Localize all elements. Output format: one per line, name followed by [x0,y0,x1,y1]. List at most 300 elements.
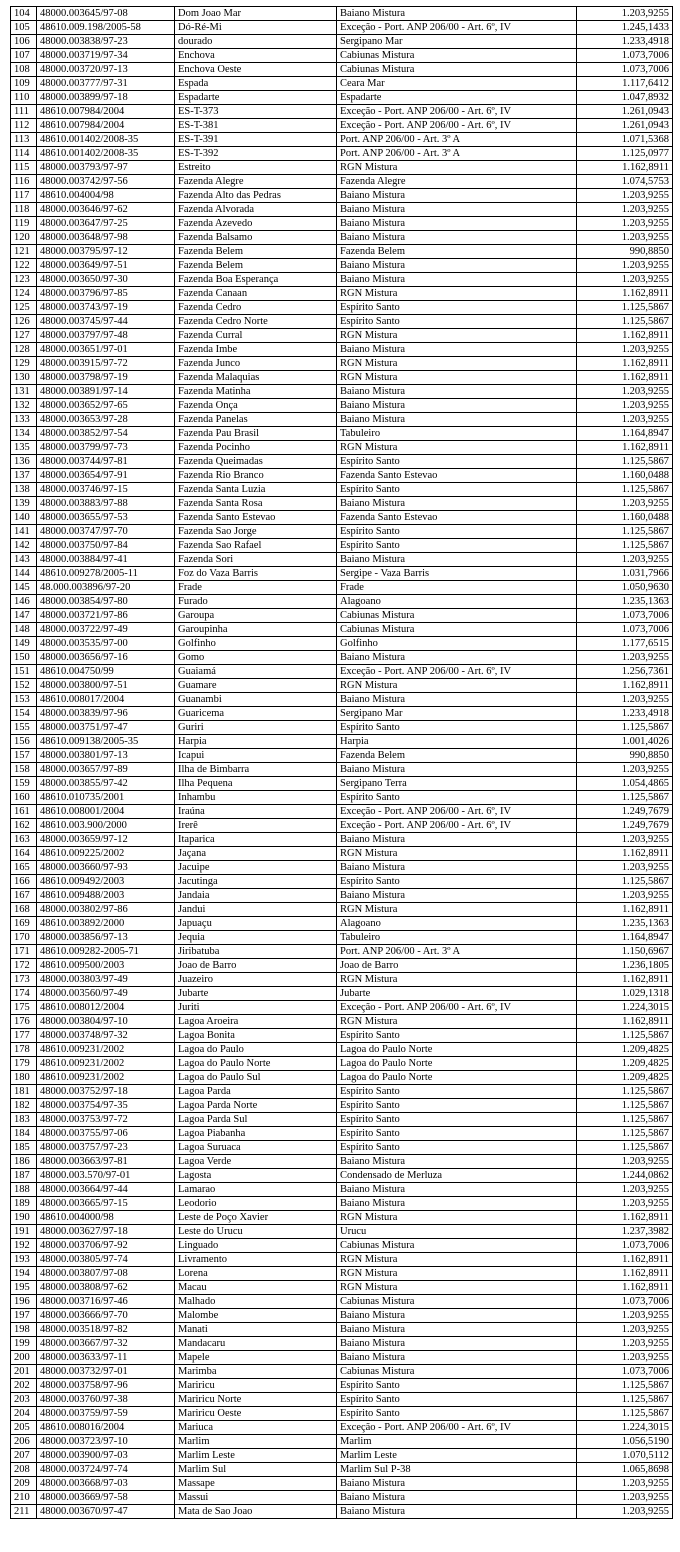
table-row [11,637,673,651]
reference-oil-cell: Sergipe - Vaza Barris [337,567,577,581]
process-number-cell: 48000.003650/97-30 [37,273,175,287]
table-row [11,595,673,609]
price-value-cell: 1.074,5753 [577,175,673,189]
process-number-cell: 48000.003651/97-01 [37,343,175,357]
reference-oil-cell: Espírito Santo [337,539,577,553]
reference-oil-cell: RGN Mistura [337,1015,577,1029]
field-name-cell: Fazenda Sao Jorge [175,525,337,539]
row-number-cell: 195 [11,1281,37,1295]
process-number-cell: 48000.003900/97-03 [37,1449,175,1463]
table-row [11,329,673,343]
process-number-cell: 48000.003663/97-81 [37,1155,175,1169]
row-number-cell: 205 [11,1421,37,1435]
table-row [11,1379,673,1393]
process-number-cell: 48000.003798/97-19 [37,371,175,385]
price-value-cell: 1.162,8911 [577,1267,673,1281]
row-number-cell: 135 [11,441,37,455]
table-row [11,1407,673,1421]
field-name-cell: Fazenda Junco [175,357,337,371]
process-number-cell: 48000.003915/97-72 [37,357,175,371]
process-number-cell: 48610.009231/2002 [37,1071,175,1085]
table-row [11,1141,673,1155]
price-value-cell: 1.203,9255 [577,1155,673,1169]
reference-oil-cell: Espírito Santo [337,875,577,889]
process-number-cell: 48610.009138/2005-35 [37,735,175,749]
field-name-cell: Fazenda Curral [175,329,337,343]
table-row [11,959,673,973]
field-name-cell: Itaparica [175,833,337,847]
price-value-cell: 1.233,4918 [577,707,673,721]
row-number-cell: 187 [11,1169,37,1183]
field-name-cell: Fazenda Canaan [175,287,337,301]
table-row [11,1085,673,1099]
reference-oil-cell: Lagoa do Paulo Norte [337,1043,577,1057]
reference-oil-cell: Exceção - Port. ANP 206/00 - Art. 6º, IV [337,1421,577,1435]
table-row [11,217,673,231]
table-row [11,1183,673,1197]
table-row [11,147,673,161]
row-number-cell: 151 [11,665,37,679]
reference-oil-cell: Espírito Santo [337,1141,577,1155]
process-number-cell: 48000.003627/97-18 [37,1225,175,1239]
reference-oil-cell: Fazenda Santo Estevao [337,511,577,525]
price-value-cell: 1.125,5867 [577,1141,673,1155]
field-name-cell: ES-T-373 [175,105,337,119]
row-number-cell: 181 [11,1085,37,1099]
price-value-cell: 1.117,6412 [577,77,673,91]
price-value-cell: 1.203,9255 [577,385,673,399]
row-number-cell: 104 [11,7,37,21]
row-number-cell: 105 [11,21,37,35]
field-name-cell: Frade [175,581,337,595]
field-name-cell: Lorena [175,1267,337,1281]
field-name-cell: Jacuipe [175,861,337,875]
reference-oil-cell: Baiano Mistura [337,413,577,427]
table-row [11,763,673,777]
row-number-cell: 211 [11,1505,37,1519]
row-number-cell: 197 [11,1309,37,1323]
table-row [11,287,673,301]
row-number-cell: 178 [11,1043,37,1057]
table-row [11,1421,673,1435]
row-number-cell: 184 [11,1127,37,1141]
reference-oil-cell: Espírito Santo [337,791,577,805]
reference-oil-cell: Golfinho [337,637,577,651]
row-number-cell: 147 [11,609,37,623]
price-value-cell: 1.150,6967 [577,945,673,959]
table-row [11,1491,673,1505]
price-value-cell: 1.224,3015 [577,1421,673,1435]
field-name-cell: Fazenda Belem [175,245,337,259]
row-number-cell: 117 [11,189,37,203]
price-value-cell: 1.203,9255 [577,1351,673,1365]
reference-oil-cell: Port. ANP 206/00 - Art. 3º A [337,147,577,161]
field-name-cell: Jandui [175,903,337,917]
field-name-cell: Fazenda Malaquias [175,371,337,385]
process-number-cell: 48610.007984/2004 [37,105,175,119]
reference-oil-cell: Cabiunas Mistura [337,623,577,637]
process-number-cell: 48610.003.900/2000 [37,819,175,833]
reference-oil-cell: Baiano Mistura [337,7,577,21]
row-number-cell: 202 [11,1379,37,1393]
field-name-cell: Enchova Oeste [175,63,337,77]
reference-oil-cell: Fazenda Alegre [337,175,577,189]
row-number-cell: 190 [11,1211,37,1225]
price-value-cell: 1.249,7679 [577,819,673,833]
reference-oil-cell: Ceara Mar [337,77,577,91]
reference-oil-cell: Espírito Santo [337,315,577,329]
field-name-cell: Garoupa [175,609,337,623]
field-name-cell: Jiribatuba [175,945,337,959]
row-number-cell: 200 [11,1351,37,1365]
row-number-cell: 206 [11,1435,37,1449]
reference-oil-cell: RGN Mistura [337,161,577,175]
price-value-cell: 1.249,7679 [577,805,673,819]
table-row [11,1043,673,1057]
table-row [11,1463,673,1477]
row-number-cell: 123 [11,273,37,287]
process-number-cell: 48000.003748/97-32 [37,1029,175,1043]
table-row [11,945,673,959]
table-row [11,511,673,525]
field-name-cell: Juriti [175,1001,337,1015]
row-number-cell: 165 [11,861,37,875]
reference-oil-cell: Exceção - Port. ANP 206/00 - Art. 6º, IV [337,21,577,35]
reference-oil-cell: Baiano Mistura [337,385,577,399]
process-number-cell: 48.000.003896/97-20 [37,581,175,595]
price-value-cell: 1.261,0943 [577,105,673,119]
field-name-cell: Mariricu [175,1379,337,1393]
row-number-cell: 168 [11,903,37,917]
table-row [11,1309,673,1323]
price-value-cell: 1.073,7006 [577,1239,673,1253]
field-name-cell: Malhado [175,1295,337,1309]
table-row [11,497,673,511]
row-number-cell: 192 [11,1239,37,1253]
process-number-cell: 48610.008017/2004 [37,693,175,707]
row-number-cell: 150 [11,651,37,665]
price-value-cell: 1.073,7006 [577,623,673,637]
process-number-cell: 48000.003667/97-32 [37,1337,175,1351]
field-name-cell: Jacutinga [175,875,337,889]
field-name-cell: Fazenda Rio Branco [175,469,337,483]
field-name-cell: Fazenda Sao Rafael [175,539,337,553]
field-name-cell: Inhambu [175,791,337,805]
price-value-cell: 1.073,7006 [577,609,673,623]
price-value-cell: 1.203,9255 [577,413,673,427]
row-number-cell: 199 [11,1337,37,1351]
price-value-cell: 1.203,9255 [577,1491,673,1505]
reference-oil-cell: Baiano Mistura [337,1309,577,1323]
reference-oil-cell: Baiano Mistura [337,399,577,413]
price-value-cell: 1.125,5867 [577,455,673,469]
row-number-cell: 127 [11,329,37,343]
price-value-cell: 1.203,9255 [577,1197,673,1211]
process-number-cell: 48000.003660/97-93 [37,861,175,875]
reference-oil-cell: Tabuleiro [337,427,577,441]
reference-oil-cell: Baiano Mistura [337,651,577,665]
process-number-cell: 48610.007984/2004 [37,119,175,133]
price-value-cell: 1.029,1318 [577,987,673,1001]
table-row [11,203,673,217]
process-number-cell: 48000.003669/97-58 [37,1491,175,1505]
field-name-cell: Fazenda Alegre [175,175,337,189]
field-name-cell: Fazenda Pau Brasil [175,427,337,441]
process-number-cell: 48000.003724/97-74 [37,1463,175,1477]
reference-oil-cell: Joao de Barro [337,959,577,973]
price-value-cell: 1.237,3982 [577,1225,673,1239]
table-row [11,861,673,875]
table-row [11,371,673,385]
price-value-cell: 1.203,9255 [577,7,673,21]
process-number-cell: 48000.003759/97-59 [37,1407,175,1421]
table-row [11,259,673,273]
reference-oil-cell: RGN Mistura [337,441,577,455]
field-name-cell: Mapele [175,1351,337,1365]
row-number-cell: 210 [11,1491,37,1505]
price-value-cell: 1.162,8911 [577,441,673,455]
field-name-cell: Fazenda Imbe [175,343,337,357]
field-name-cell: Lagosta [175,1169,337,1183]
field-name-cell: Fazenda Alto das Pedras [175,189,337,203]
table-row [11,273,673,287]
process-number-cell: 48000.003838/97-23 [37,35,175,49]
row-number-cell: 137 [11,469,37,483]
row-number-cell: 112 [11,119,37,133]
row-number-cell: 126 [11,315,37,329]
reference-oil-cell: Exceção - Port. ANP 206/00 - Art. 6º, IV [337,105,577,119]
process-number-cell: 48610.004000/98 [37,1211,175,1225]
price-value-cell: 1.203,9255 [577,1505,673,1519]
process-number-cell: 48000.003722/97-49 [37,623,175,637]
row-number-cell: 128 [11,343,37,357]
row-number-cell: 193 [11,1253,37,1267]
price-value-cell: 1.125,5867 [577,539,673,553]
process-number-cell: 48000.003.570/97-01 [37,1169,175,1183]
price-value-cell: 1.203,9255 [577,1337,673,1351]
document-page [10,6,672,1519]
row-number-cell: 163 [11,833,37,847]
table-row [11,917,673,931]
process-number-cell: 48000.003744/97-81 [37,455,175,469]
price-value-cell: 1.071,5368 [577,133,673,147]
process-number-cell: 48610.008016/2004 [37,1421,175,1435]
price-value-cell: 1.050,9630 [577,581,673,595]
process-number-cell: 48000.003721/97-86 [37,609,175,623]
reference-oil-cell: Fazenda Belem [337,749,577,763]
process-number-cell: 48610.001402/2008-35 [37,133,175,147]
table-row [11,1001,673,1015]
row-number-cell: 201 [11,1365,37,1379]
reference-oil-cell: Baiano Mistura [337,1155,577,1169]
reference-oil-cell: Exceção - Port. ANP 206/00 - Art. 6º, IV [337,819,577,833]
process-number-cell: 48000.003719/97-34 [37,49,175,63]
field-name-cell: Guamare [175,679,337,693]
reference-oil-cell: Tabuleiro [337,931,577,945]
table-row [11,1113,673,1127]
table-row [11,847,673,861]
price-value-cell: 990,8850 [577,749,673,763]
row-number-cell: 106 [11,35,37,49]
price-value-cell: 1.125,5867 [577,1099,673,1113]
reference-oil-cell: Baiano Mistura [337,189,577,203]
row-number-cell: 166 [11,875,37,889]
reference-oil-cell: Cabiunas Mistura [337,1365,577,1379]
row-number-cell: 141 [11,525,37,539]
row-number-cell: 170 [11,931,37,945]
row-number-cell: 209 [11,1477,37,1491]
reference-oil-cell: Cabiunas Mistura [337,63,577,77]
price-value-cell: 1.261,0943 [577,119,673,133]
table-row [11,63,673,77]
reference-oil-cell: Marlim [337,1435,577,1449]
price-value-cell: 1.203,9255 [577,203,673,217]
table-row [11,735,673,749]
field-name-cell: Leste de Poço Xavier [175,1211,337,1225]
table-row [11,1169,673,1183]
row-number-cell: 188 [11,1183,37,1197]
reference-oil-cell: Baiano Mistura [337,1351,577,1365]
field-name-cell: Guanambi [175,693,337,707]
field-name-cell: Dom Joao Mar [175,7,337,21]
table-row [11,693,673,707]
row-number-cell: 115 [11,161,37,175]
reference-oil-cell: Espírito Santo [337,721,577,735]
process-number-cell: 48000.003706/97-92 [37,1239,175,1253]
field-name-cell: Enchova [175,49,337,63]
table-row [11,105,673,119]
row-number-cell: 111 [11,105,37,119]
process-number-cell: 48610.009231/2002 [37,1057,175,1071]
row-number-cell: 208 [11,1463,37,1477]
process-number-cell: 48610.008012/2004 [37,1001,175,1015]
field-name-cell: ES-T-391 [175,133,337,147]
price-value-cell: 1.125,5867 [577,301,673,315]
price-value-cell: 1.203,9255 [577,497,673,511]
price-value-cell: 1.125,5867 [577,483,673,497]
price-value-cell: 1.203,9255 [577,553,673,567]
price-value-cell: 1.125,0977 [577,147,673,161]
field-name-cell: Marimba [175,1365,337,1379]
price-value-cell: 1.054,4865 [577,777,673,791]
table-row [11,469,673,483]
price-value-cell: 1.164,8947 [577,931,673,945]
field-name-cell: Lagoa Verde [175,1155,337,1169]
row-number-cell: 108 [11,63,37,77]
table-row [11,441,673,455]
price-value-cell: 1.235,1363 [577,595,673,609]
row-number-cell: 183 [11,1113,37,1127]
process-number-cell: 48000.003805/97-74 [37,1253,175,1267]
reference-oil-cell: Exceção - Port. ANP 206/00 - Art. 6º, IV [337,805,577,819]
reference-oil-cell: Fazenda Belem [337,245,577,259]
table-row [11,413,673,427]
price-value-cell: 1.125,5867 [577,1127,673,1141]
process-number-cell: 48000.003653/97-28 [37,413,175,427]
reference-oil-cell: Baiano Mistura [337,1505,577,1519]
row-number-cell: 121 [11,245,37,259]
row-number-cell: 136 [11,455,37,469]
process-number-cell: 48000.003758/97-96 [37,1379,175,1393]
price-value-cell: 1.160,0488 [577,511,673,525]
process-number-cell: 48610.009278/2005-11 [37,567,175,581]
field-name-cell: Fazenda Azevedo [175,217,337,231]
reference-oil-cell: Baiano Mistura [337,763,577,777]
process-number-cell: 48000.003795/97-12 [37,245,175,259]
field-name-cell: Massape [175,1477,337,1491]
table-row [11,1127,673,1141]
process-number-cell: 48000.003720/97-13 [37,63,175,77]
process-number-cell: 48610.003892/2000 [37,917,175,931]
process-number-cell: 48000.003753/97-72 [37,1113,175,1127]
reference-oil-cell: Baiano Mistura [337,1477,577,1491]
table-row [11,385,673,399]
row-number-cell: 154 [11,707,37,721]
reference-oil-cell: Espírito Santo [337,301,577,315]
row-number-cell: 130 [11,371,37,385]
table-row [11,133,673,147]
price-value-cell: 1.209,4825 [577,1057,673,1071]
field-name-cell: Jandaia [175,889,337,903]
row-number-cell: 177 [11,1029,37,1043]
process-number-cell: 48000.003856/97-13 [37,931,175,945]
table-row [11,749,673,763]
price-value-cell: 1.125,5867 [577,721,673,735]
field-name-cell: Fazenda Sori [175,553,337,567]
row-number-cell: 194 [11,1267,37,1281]
reference-oil-cell: Baiano Mistura [337,259,577,273]
table-row [11,679,673,693]
table-row [11,1239,673,1253]
field-name-cell: Macau [175,1281,337,1295]
process-number-cell: 48000.003754/97-35 [37,1099,175,1113]
table-row [11,35,673,49]
row-number-cell: 158 [11,763,37,777]
field-name-cell: Mata de Sao Joao [175,1505,337,1519]
reference-oil-cell: Condensado de Merluza [337,1169,577,1183]
row-number-cell: 118 [11,203,37,217]
process-number-cell: 48000.003535/97-00 [37,637,175,651]
field-name-cell: Lagoa Aroeira [175,1015,337,1029]
table-row [11,1211,673,1225]
price-value-cell: 1.256,7361 [577,665,673,679]
process-number-cell: 48000.003656/97-16 [37,651,175,665]
field-name-cell: Jubarte [175,987,337,1001]
table-row [11,161,673,175]
price-value-cell: 1.125,5867 [577,1029,673,1043]
process-number-cell: 48000.003855/97-42 [37,777,175,791]
table-row [11,903,673,917]
row-number-cell: 149 [11,637,37,651]
process-number-cell: 48000.003852/97-54 [37,427,175,441]
reference-oil-cell: RGN Mistura [337,371,577,385]
reference-oil-cell: RGN Mistura [337,1211,577,1225]
price-value-cell: 1.125,5867 [577,525,673,539]
process-number-cell: 48000.003800/97-51 [37,679,175,693]
field-name-cell: Jaçana [175,847,337,861]
price-value-cell: 1.070,5112 [577,1449,673,1463]
table-row [11,21,673,35]
reference-oil-cell: Baiano Mistura [337,861,577,875]
reference-oil-cell: Baiano Mistura [337,1197,577,1211]
table-row [11,1449,673,1463]
row-number-cell: 164 [11,847,37,861]
price-value-cell: 1.125,5867 [577,1379,673,1393]
reference-oil-cell: Cabiunas Mistura [337,1239,577,1253]
row-number-cell: 145 [11,581,37,595]
process-number-cell: 48000.003670/97-47 [37,1505,175,1519]
reference-oil-cell: Lagoa do Paulo Norte [337,1071,577,1085]
